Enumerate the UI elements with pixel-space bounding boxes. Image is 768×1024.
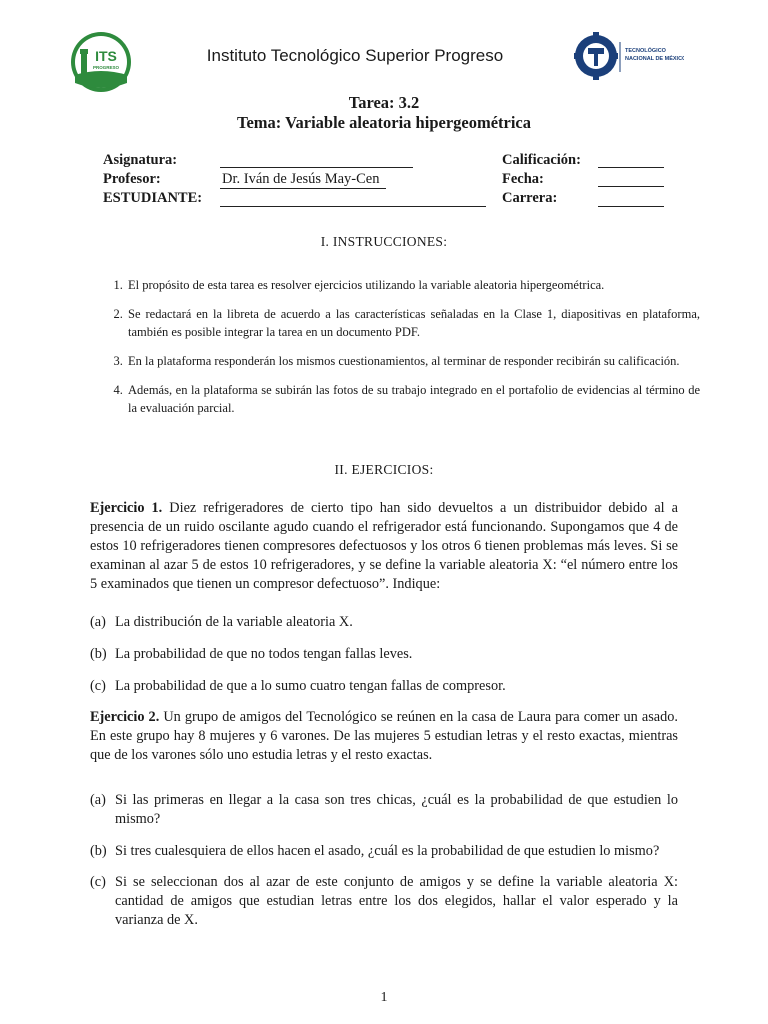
item-marker: (b)	[90, 843, 107, 859]
item-marker: (b)	[90, 646, 107, 662]
item-text: La probabilidad de que a lo sumo cuatro tengan fallas de compresor.	[115, 678, 506, 694]
logo-tec-line1: TECNOLÓGICO	[625, 48, 666, 54]
calificacion-field[interactable]	[598, 166, 664, 168]
ejercicio-2-item-c	[90, 873, 678, 930]
ejercicio-2	[90, 708, 678, 765]
ejercicio-1-item-b	[90, 645, 678, 664]
instruction-item: 1. El propósito de esta tarea es resolver ejercicios utilizando la variable aleatoria hipergeométrica.	[126, 276, 700, 294]
logo-its-text: ITS	[95, 48, 117, 64]
title-block	[0, 93, 768, 133]
item-marker: (a)	[90, 614, 106, 630]
instruction-item: 3. En la plataforma responderán los mismos cuestionamientos, al terminar de responder recibirán su calificación.	[126, 352, 700, 370]
asignatura-label: Asignatura:	[103, 152, 178, 168]
calificacion-label: Calificación:	[502, 152, 581, 168]
logo-its-subtext: PROGRESO	[92, 65, 120, 70]
instruction-item: 2. Se redactará en la libreta de acuerdo a las características señaladas en la Clase 1, diapositivas en plataforma, también es posible integrar la tarea en un documento PDF.	[126, 305, 700, 341]
profesor-field	[220, 187, 386, 189]
ejercicio-1-label: Ejercicio 1.	[90, 500, 163, 516]
fecha-field[interactable]	[598, 185, 664, 187]
tarea-title: Tarea: 3.2	[348, 93, 420, 112]
instruction-item: 4. Además, en la plataforma se subirán las fotos de su trabajo integrado en el portafolio de evidencias al término de la evaluación parcial.	[126, 381, 700, 417]
ejercicio-2-label: Ejercicio 2.	[90, 709, 160, 725]
profesor-label: Profesor:	[103, 171, 161, 187]
item-text: Si las primeras en llegar a la casa son tres chicas, ¿cuál es la probabilidad de que estudien lo mismo?	[115, 792, 678, 827]
page-number: 1	[380, 990, 388, 1005]
estudiante-field[interactable]	[220, 205, 486, 207]
ejercicio-1-item-a	[90, 613, 678, 632]
ejercicio-1	[90, 499, 678, 594]
section-instrucciones-heading: I. INSTRUCCIONES:	[320, 234, 448, 249]
asignatura-field[interactable]	[220, 166, 413, 168]
carrera-field[interactable]	[598, 205, 664, 207]
item-text: Si tres cualesquiera de ellos hacen el asado, ¿cuál es la probabilidad de que estudien lo mismo?	[115, 843, 660, 859]
institution-name: Instituto Tecnológico Superior Progreso	[206, 46, 504, 65]
profesor-value: Dr. Iván de Jesús May-Cen	[222, 171, 380, 187]
item-marker: (c)	[90, 874, 106, 890]
item-marker: (a)	[90, 792, 106, 808]
ejercicio-1-text: Diez refrigeradores de cierto tipo han sido devueltos a un distribuidor debido al a presencia de un ruido oscilante agudo cuando el refrigerador está funcionando. Supongamos que 4 de estos 10 refrigeradores tienen compresores defectuosos y los otros 6 tienen problemas más leves. Si se examinan al azar 5 de estos 10 refrigeradores, y se define la variable aleatoria X: “el número entre los 5 examinados que tienen un compresor defectuoso”. Indique:	[90, 500, 679, 592]
instructions-list	[104, 276, 700, 428]
fecha-label: Fecha:	[502, 171, 544, 187]
item-marker: (c)	[90, 678, 106, 694]
tema-title: Tema: Variable aleatoria hipergeométrica	[236, 113, 532, 132]
ejercicio-2-text: Un grupo de amigos del Tecnológico se reúnen en la casa de Laura para comer un asado. En este grupo hay 8 mujeres y 6 varones. De las mujeres 5 estudian letras y el resto exactas, mientras que de los varones sólo uno estudia letras y el resto exactas.	[90, 709, 678, 763]
ejercicio-2-item-b	[90, 842, 678, 861]
its-progreso-logo	[70, 31, 132, 93]
ejercicio-1-item-c	[90, 677, 678, 696]
item-text: La probabilidad de que no todos tengan fallas leves.	[115, 646, 413, 662]
tecnm-logo	[574, 30, 684, 84]
estudiante-label: ESTUDIANTE:	[103, 190, 203, 206]
item-text: Si se seleccionan dos al azar de este conjunto de amigos y se define la variable aleatoria X: cantidad de amigos que estudian letras entre los dos elegidos, hallar el valor esperado y la varianza de X.	[115, 874, 678, 928]
item-text: La distribución de la variable aleatoria X.	[115, 614, 353, 630]
carrera-label: Carrera:	[502, 190, 558, 206]
ejercicio-2-item-a	[90, 791, 678, 829]
section-ejercicios-heading: II. EJERCICIOS:	[334, 462, 434, 477]
logo-tec-line2: NACIONAL DE MÉXICO	[625, 56, 684, 62]
